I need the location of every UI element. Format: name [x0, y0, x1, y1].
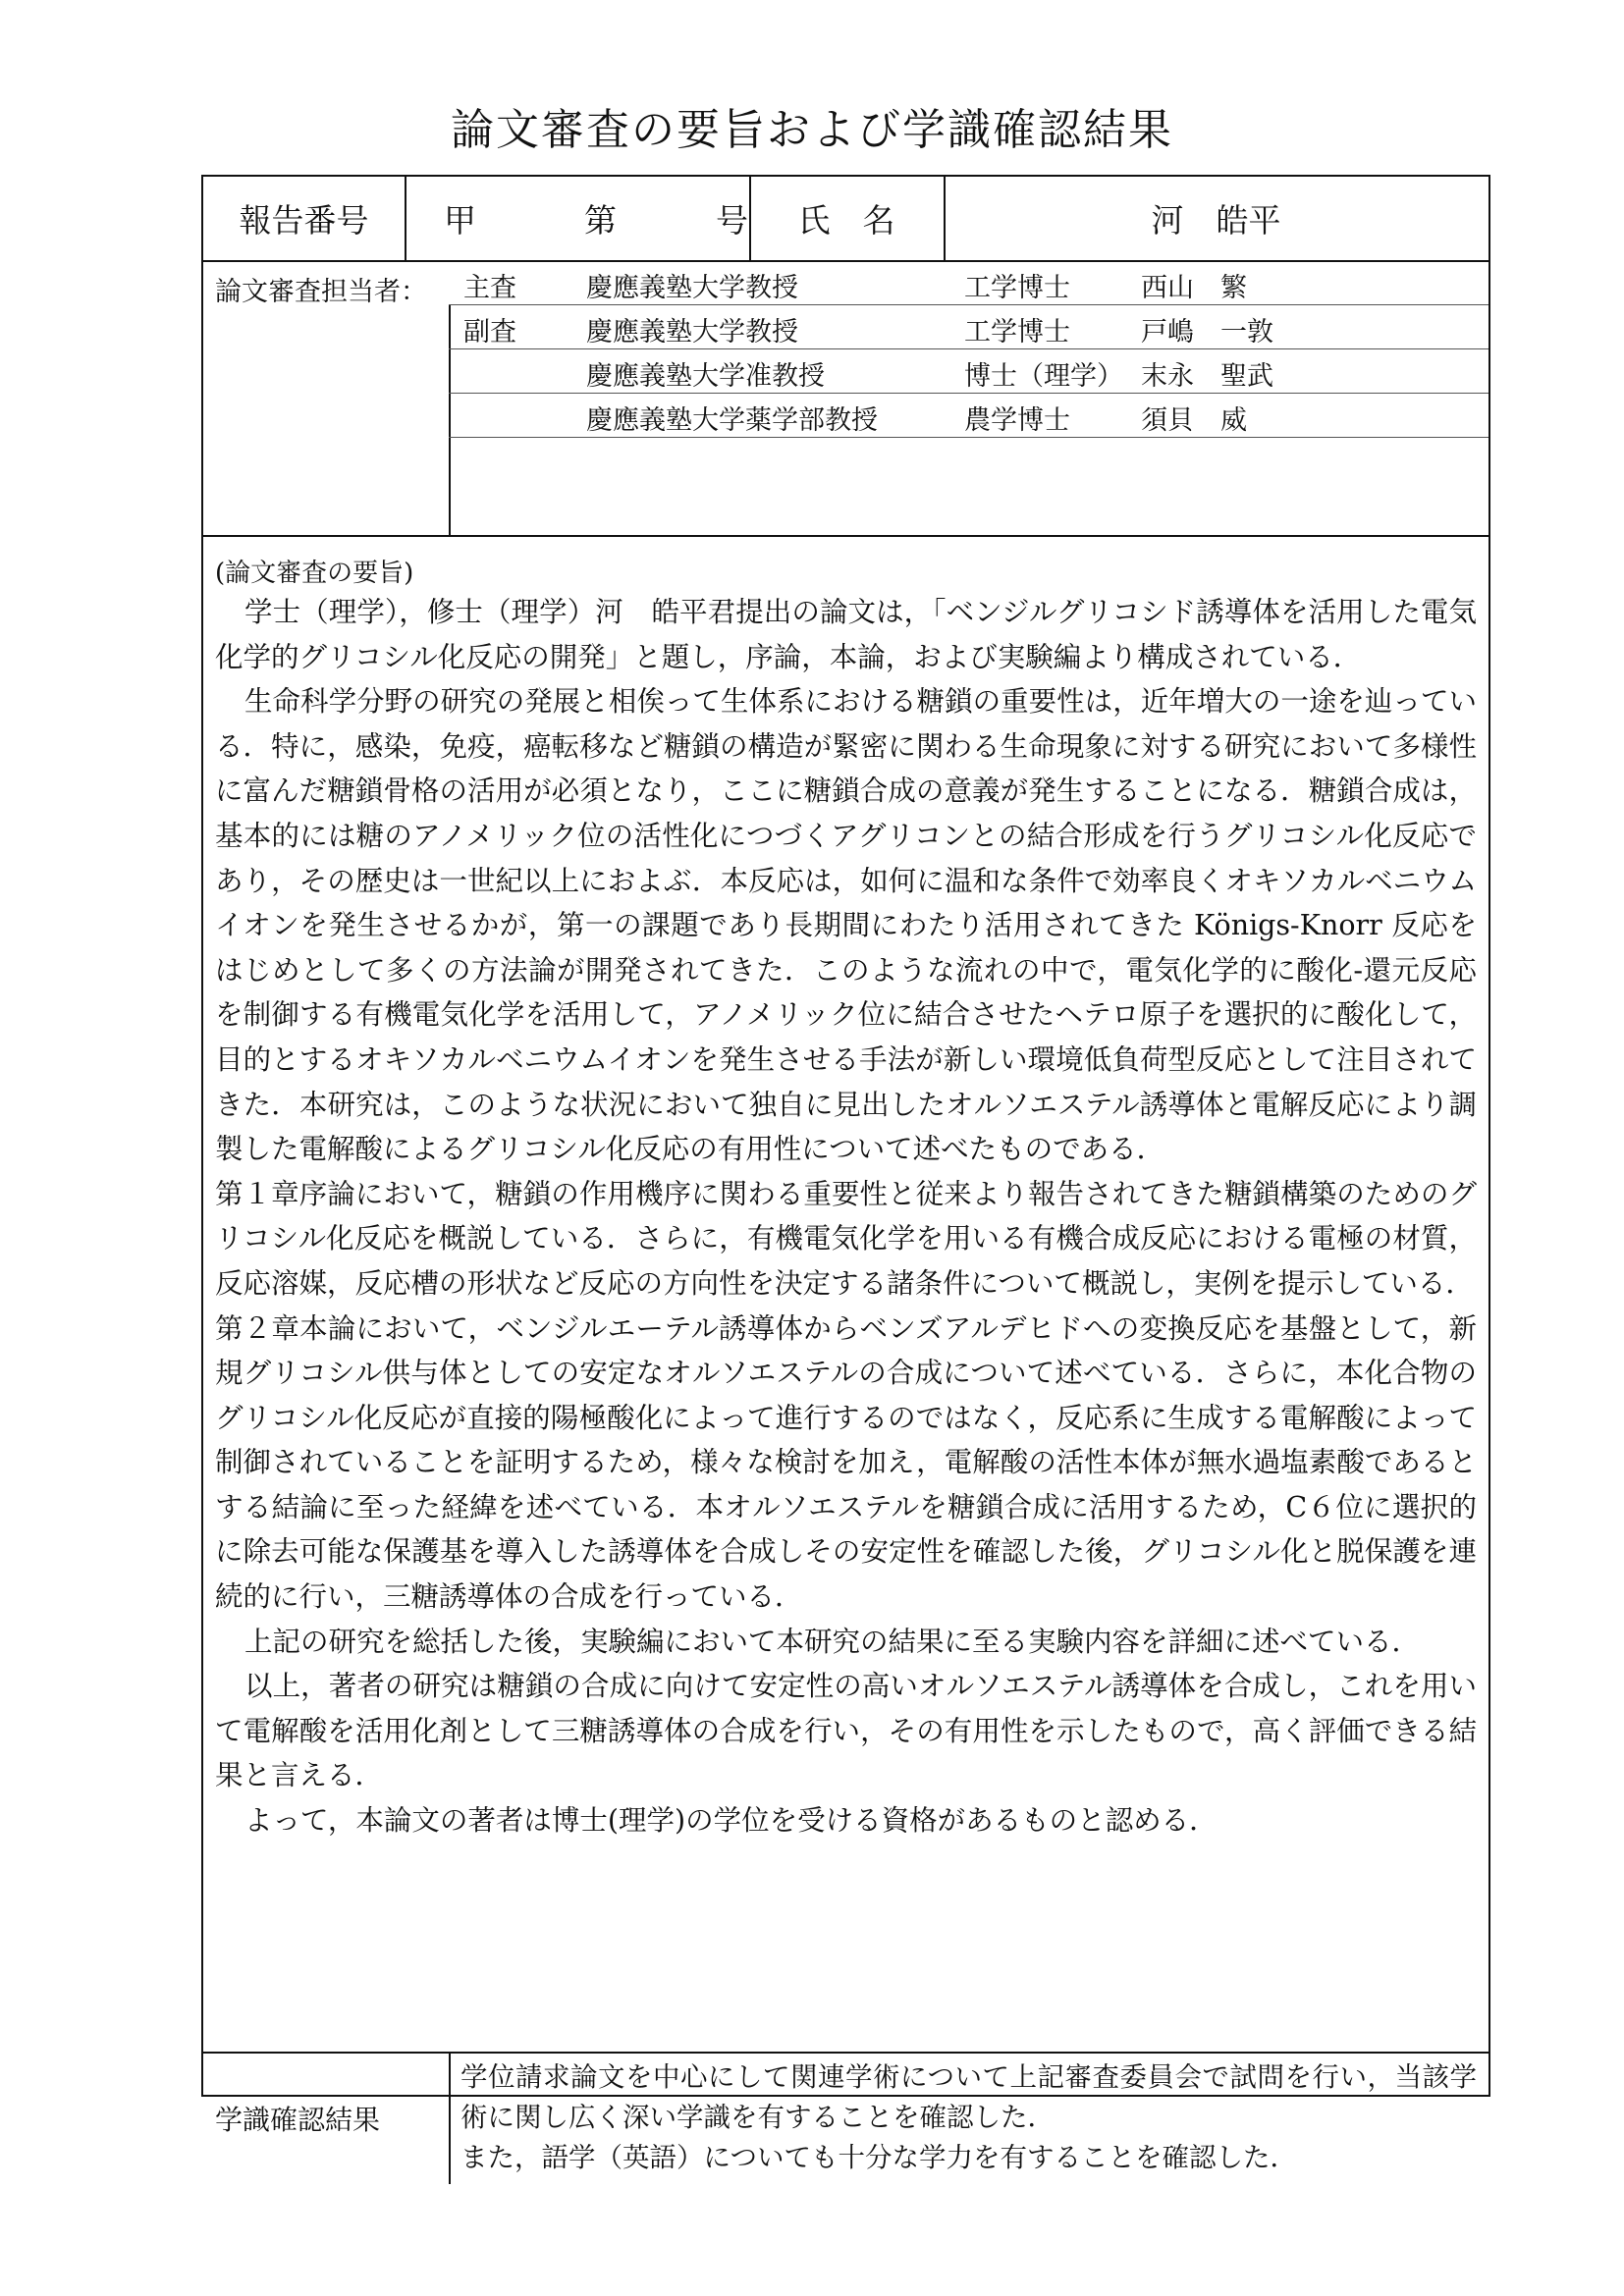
examiners-section	[203, 260, 1489, 537]
report-number-label: 報告番号	[239, 201, 369, 240]
examiner-row	[203, 348, 1489, 393]
result-section	[203, 2052, 1489, 2184]
examiner-name: 須貝 威	[1141, 405, 1247, 436]
examiner-name: 西山 繁	[1141, 273, 1247, 303]
examiners-label: 論文審査担当者：	[215, 277, 427, 307]
examiner-affiliation: 慶應義塾大学教授	[586, 317, 798, 347]
row-rule	[449, 437, 1489, 438]
header-row	[203, 177, 1489, 262]
review-form	[201, 175, 1490, 2173]
summary-paragraph: よって，本論文の著者は博士(理学)の学位を受ける資格があるものと認める．	[244, 1804, 1218, 1838]
examiner-row	[203, 304, 1489, 348]
examiner-affiliation: 慶應義塾大学准教授	[586, 361, 825, 392]
examiner-degree: 工学博士	[964, 317, 1070, 347]
summary-paragraph: 以上，著者の研究は糖鎖の合成に向けて安定性の高いオルソエステル誘導体を合成し，これを用いて電解酸を活用化剤として三糖誘導体の合成を行い，その有用性を示したもので，高く評価できる結果と言える．	[215, 1670, 1477, 1792]
summary-paragraph: 第２章本論において，ベンジルエーテル誘導体からベンズアルデヒドへの変換反応を基盤として，新規グリコシル供与体としての安定なオルソエステルの合成について述べている．さらに，本化合物のグリコシル化反応が直接的陽極酸化によって進行するのではなく，反応系に生成する電解酸によって制御されていることを証明するため，様々な検討を加え，電解酸の活性本体が無水過塩素酸であるとする結論に至った経緯を述べている．本オルソエステルを糖鎖合成に活用するため，C６位に選択的に除去可能な保護基を導入した誘導体を合成しその安定性を確認した後，グリコシル化と脱保護を連続的に行い，三糖誘導体の合成を行っている．	[215, 1311, 1477, 1614]
name-label: 氏 名	[797, 201, 895, 240]
result-label: 学識確認結果	[215, 2103, 381, 2136]
examiner-degree: 農学博士	[964, 405, 1070, 436]
divider	[405, 177, 406, 260]
summary-body	[215, 590, 1477, 1843]
report-number-gou: 号	[716, 201, 748, 240]
examiner-name: 末永 聖武	[1141, 361, 1273, 392]
result-line: また，語学（英語）についても十分な学力を有することを確認した．	[460, 2142, 1297, 2173]
report-number-kou: 甲	[444, 201, 476, 240]
examiner-name: 戸嶋 一敦	[1141, 317, 1273, 347]
examiner-role: 副査	[463, 317, 516, 347]
summary-paragraph: 第１章序論において，糖鎖の作用機序に関わる重要性と従来より報告されてきた糖鎖構築のためのグリコシル化反応を概説している．さらに，有機電気化学を用いる有機合成反応における電極の材質，反応溶媒，反応槽の形状など反応の方向性を決定する諸条件について概説し，実例を提示している．	[215, 1177, 1477, 1300]
examiner-degree: 博士（理学）	[964, 361, 1123, 392]
examiner-degree: 工学博士	[964, 273, 1070, 303]
summary-paragraph: 学士（理学），修士（理学）河 皓平君提出の論文は，「ベンジルグリコシド誘導体を活用した電気化学的グリコシル化反応の開発」と題し，序論，本論，および実験編より構成されている．	[215, 596, 1477, 673]
result-line: 学位請求論文を中心にして関連学術について上記審査委員会で試問を行い，当該学術に関し広く深い学識を有することを確認した．	[460, 2061, 1477, 2133]
divider	[449, 2052, 451, 2184]
summary-paragraph: 生命科学分野の研究の発展と相俟って生体系における糖鎖の重要性は，近年増大の一途を辿っている．特に，感染，免疫，癌転移など糖鎖の構造が緊密に関わる生命現象に対する研究において多様性に富んだ糖鎖骨格の活用が必須となり，ここに糖鎖合成の意義が発生することになる．糖鎖合成は，基本的には糖のアノメリック位の活性化につづくアグリコンとの結合形成を行うグリコシル化反応であり，その歴史は一世紀以上におよぶ．本反応は，如何に温和な条件で効率良くオキソカルベニウムイオンを発生させるかが，第一の課題であり長期間にわたり活用されてきた Königs-Knorr 反応をはじめとして多くの方法論が開発されてきた．このような流れの中で，電気化学的に酸化-還元反応を制御する有機電気化学を活用して，アノメリック位に結合させたヘテロ原子を選択的に酸化して，目的とするオキソカルベニウムイオンを発生させる手法が新しい環境低負荷型反応として注目されてきた．本研究は，このような状況において独自に見出したオルソエステル誘導体と電解反応により調製した電解酸によるグリコシル化反応の有用性について述べたものである．	[215, 685, 1477, 1166]
summary-paragraph: 上記の研究を総括した後，実験編において本研究の結果に至る実験内容を詳細に述べている．	[244, 1625, 1421, 1658]
examiner-row	[203, 260, 1489, 304]
result-text	[460, 2057, 1477, 2178]
summary-heading: (論文審査の要旨)	[215, 559, 414, 588]
page-title: 論文審査の要旨および学識確認結果	[451, 105, 1173, 155]
examiner-role: 主査	[463, 273, 516, 303]
candidate-name: 河 皓平	[1151, 201, 1281, 240]
examiner-affiliation: 慶應義塾大学教授	[586, 273, 798, 303]
examiner-affiliation: 慶應義塾大学薬学部教授	[586, 405, 878, 436]
review-summary	[203, 535, 1489, 2054]
report-number-dai: 第	[584, 201, 617, 240]
examiner-row	[203, 393, 1489, 437]
